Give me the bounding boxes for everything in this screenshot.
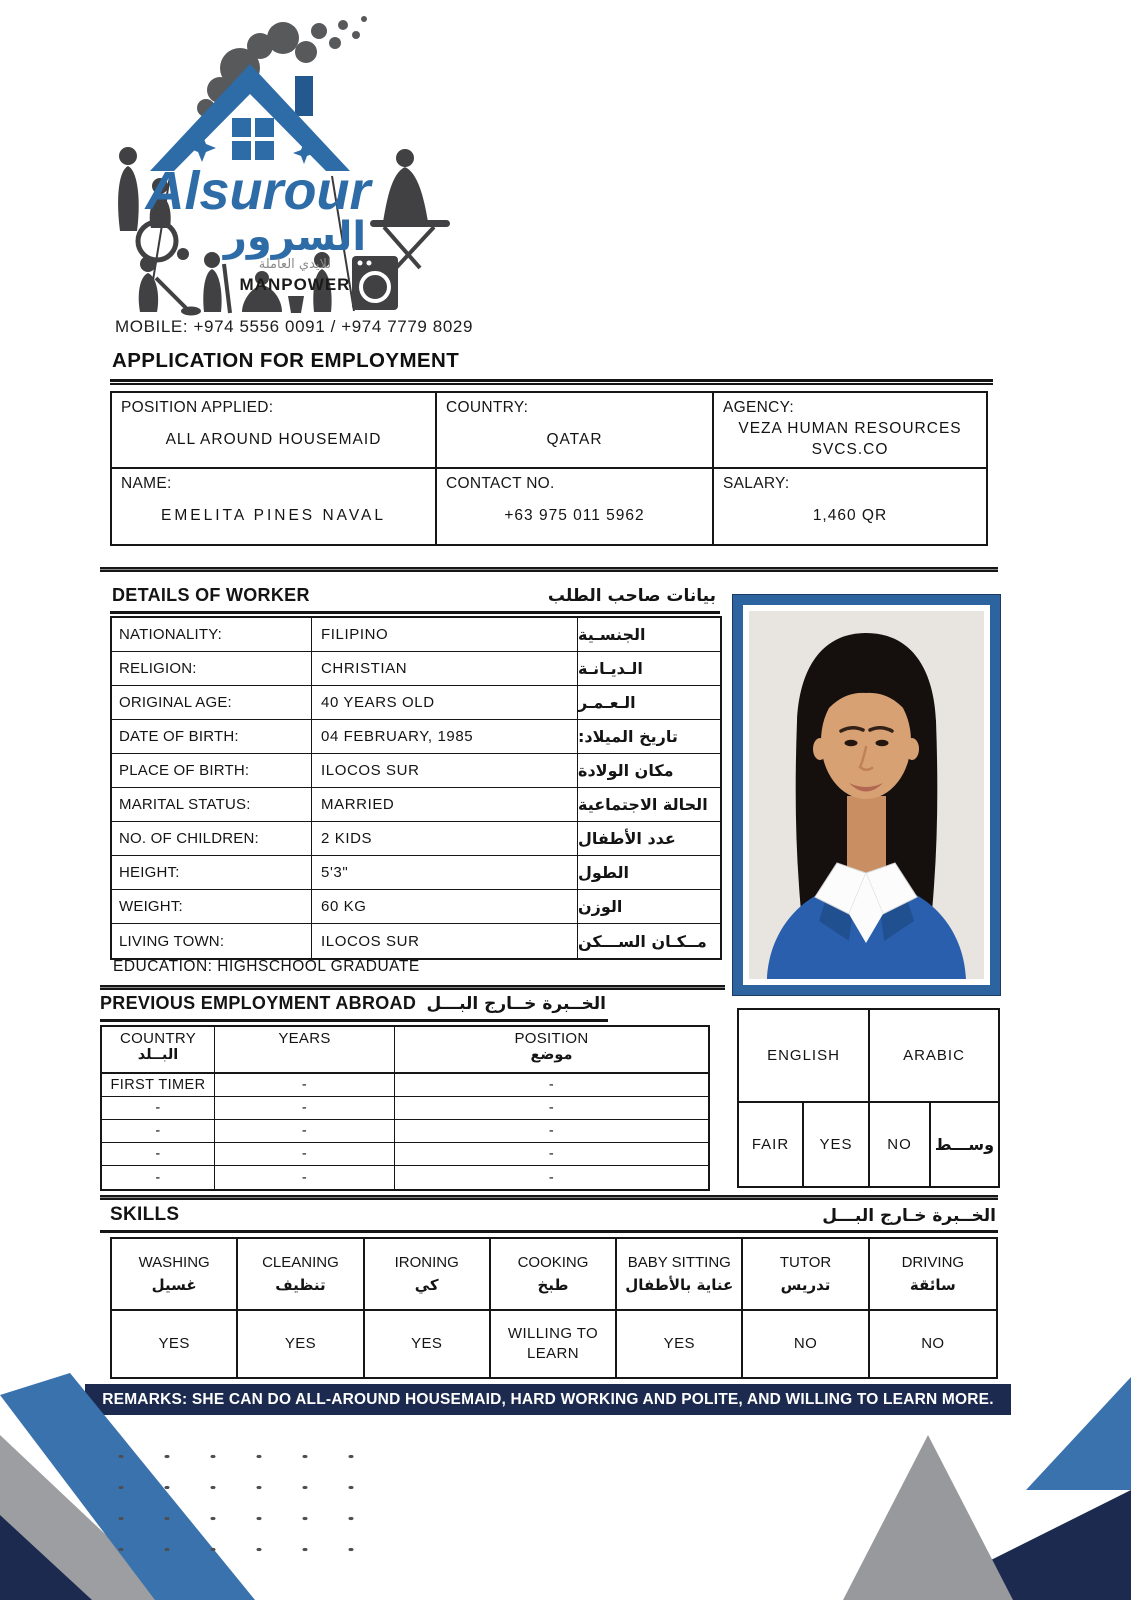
contact-cell bbox=[437, 469, 714, 545]
country-value: QATAR bbox=[546, 430, 603, 448]
skill-header-tutor: TUTOR تدريس bbox=[743, 1239, 869, 1311]
skill-header-washing: WASHING غسيل bbox=[112, 1239, 238, 1311]
arabic-label: ARABIC bbox=[903, 1047, 965, 1064]
skill-header-ironing: IRONING كي bbox=[365, 1239, 491, 1311]
column-country: COUNTRY البــلد bbox=[102, 1027, 215, 1072]
brand-name-arabic: السرور bbox=[223, 214, 367, 260]
worker-photo-frame bbox=[733, 595, 1000, 995]
dots-pattern bbox=[98, 1441, 380, 1569]
employment-section-heading bbox=[100, 993, 606, 1014]
details-heading-underline bbox=[110, 611, 720, 614]
english-label: ENGLISH bbox=[739, 1010, 870, 1101]
skill-value-washing: YES bbox=[112, 1311, 238, 1377]
detail-row-birthdate: DATE OF BIRTH: 04 FEBRUARY, 1985 تاريخ الميلاد: bbox=[112, 720, 720, 754]
country-cell bbox=[437, 393, 714, 469]
mobile-numbers: MOBILE: +974 5556 0091 / +974 7779 8029 bbox=[115, 317, 474, 336]
brand-tagline-arabic: للايدي العاملة bbox=[258, 257, 332, 272]
employment-row: - - - bbox=[102, 1143, 708, 1166]
details-section-heading bbox=[112, 585, 716, 606]
salary-cell bbox=[714, 469, 986, 545]
page-title: APPLICATION FOR EMPLOYMENT bbox=[112, 349, 460, 372]
agency-logo-graphic bbox=[90, 6, 470, 318]
agency-line1: VEZA HUMAN RESOURCES bbox=[738, 420, 962, 438]
detail-row-marital-status: MARITAL STATUS: MARRIED الحالة الاجتماعية bbox=[112, 788, 720, 822]
english-level: FAIR bbox=[739, 1103, 804, 1186]
ironing-silhouette bbox=[370, 149, 450, 268]
employment-heading-arabic: الخــبرة خــارج البـــل bbox=[426, 994, 606, 1014]
skill-value-ironing: YES bbox=[365, 1311, 491, 1377]
skill-header-cleaning: CLEANING تنظيف bbox=[238, 1239, 364, 1311]
languages-table bbox=[737, 1008, 1000, 1188]
skills-table bbox=[110, 1237, 998, 1379]
application-table bbox=[110, 391, 988, 546]
employment-heading-underline bbox=[100, 1019, 608, 1022]
agency-cell bbox=[714, 393, 986, 469]
column-years: YEARS bbox=[215, 1027, 395, 1072]
employment-heading: PREVIOUS EMPLOYMENT ABROAD bbox=[100, 993, 417, 1013]
employment-row: - - - bbox=[102, 1120, 708, 1143]
skills-heading: SKILLS bbox=[110, 1204, 180, 1225]
skills-section-heading bbox=[110, 1204, 996, 1226]
arabic-value: NO bbox=[870, 1103, 931, 1186]
languages-header-row bbox=[739, 1010, 998, 1103]
details-heading-arabic: بيانات صاحب الطلب bbox=[547, 586, 716, 606]
languages-value-row bbox=[739, 1103, 998, 1186]
skill-header-driving: DRIVING سائقة bbox=[870, 1239, 996, 1311]
position-applied-cell bbox=[112, 393, 437, 469]
detail-row-birthplace: PLACE OF BIRTH: ILOCOS SUR مكان الولادة bbox=[112, 754, 720, 788]
skills-heading-arabic: الخــبرة خـارج البـــل bbox=[822, 1206, 996, 1226]
employment-table-header bbox=[102, 1027, 708, 1074]
title-rule bbox=[110, 379, 993, 385]
skill-value-babysitting: YES bbox=[617, 1311, 743, 1377]
contact-label: CONTACT NO. bbox=[446, 474, 555, 492]
salary-label: SALARY: bbox=[723, 474, 790, 492]
skill-value-cooking: WILLING TO LEARN bbox=[491, 1311, 617, 1377]
skill-value-tutor: NO bbox=[743, 1311, 869, 1377]
skill-header-cooking: COOKING طبخ bbox=[491, 1239, 617, 1311]
detail-row-height: HEIGHT: 5'3" الطول bbox=[112, 856, 720, 890]
worker-details-table bbox=[110, 616, 722, 960]
brand-subtitle: MANPOWER bbox=[239, 275, 351, 294]
skill-value-driving: NO bbox=[921, 1334, 945, 1352]
section-divider bbox=[100, 567, 998, 572]
detail-row-nationality: NATIONALITY: FILIPINO الجنسـية bbox=[112, 618, 720, 652]
column-position: POSITION موضع bbox=[514, 1030, 589, 1063]
agency-label: AGENCY: bbox=[723, 399, 795, 416]
education-line: EDUCATION: HIGHSCHOOL GRADUATE bbox=[113, 958, 420, 975]
remarks-bar: REMARKS: SHE CAN DO ALL-AROUND HOUSEMAID, HARD WORKING AND POLITE, AND WILLING TO LEARN MORE. bbox=[85, 1384, 1011, 1415]
english-value: YES bbox=[804, 1103, 870, 1186]
detail-row-children: NO. OF CHILDREN: 2 KIDS عدد الأطفال bbox=[112, 822, 720, 856]
name-cell bbox=[112, 469, 437, 545]
washing-machine-icon bbox=[352, 256, 398, 310]
agency-logo bbox=[90, 6, 470, 323]
section-divider bbox=[100, 985, 725, 990]
detail-row-age: ORIGINAL AGE: 40 YEARS OLD الـعـمـر bbox=[112, 686, 720, 720]
skills-heading-underline bbox=[100, 1230, 998, 1233]
previous-employment-table bbox=[100, 1025, 710, 1191]
employment-row: - - - bbox=[102, 1166, 708, 1189]
contact-value: +63 975 011 5962 bbox=[504, 507, 645, 525]
agency-value bbox=[714, 393, 986, 467]
section-divider bbox=[100, 1195, 998, 1200]
position-applied-value: ALL AROUND HOUSEMAID bbox=[165, 430, 382, 448]
employment-row: - - - bbox=[102, 1097, 708, 1120]
arabic-level: وســـط bbox=[934, 1135, 995, 1154]
brand-name-latin: Alsurour bbox=[145, 161, 371, 221]
worker-photo bbox=[749, 611, 984, 979]
corner-decoration-right bbox=[831, 1365, 1131, 1600]
country-label: COUNTRY: bbox=[446, 399, 529, 416]
detail-row-weight: WEIGHT: 60 KG الوزن bbox=[112, 890, 720, 924]
details-heading: DETAILS OF WORKER bbox=[112, 585, 310, 605]
agency-line2: SVCS.CO bbox=[811, 441, 889, 459]
detail-row-living-town: LIVING TOWN: ILOCOS SUR مــكـان الســـكن bbox=[112, 924, 720, 958]
salary-value: 1,460 QR bbox=[812, 507, 888, 525]
position-applied-label: POSITION APPLIED: bbox=[121, 399, 274, 416]
detail-row-religion: RELIGION: CHRISTIAN الـديـانـة bbox=[112, 652, 720, 686]
name-value: EMELITA PINES NAVAL bbox=[161, 507, 386, 525]
employment-row: FIRST TIMER - - bbox=[102, 1074, 708, 1097]
name-label: NAME: bbox=[121, 474, 172, 492]
skill-header-babysitting: BABY SITTING عناية بالأطفال bbox=[617, 1239, 743, 1311]
skill-value-cleaning: YES bbox=[238, 1311, 364, 1377]
